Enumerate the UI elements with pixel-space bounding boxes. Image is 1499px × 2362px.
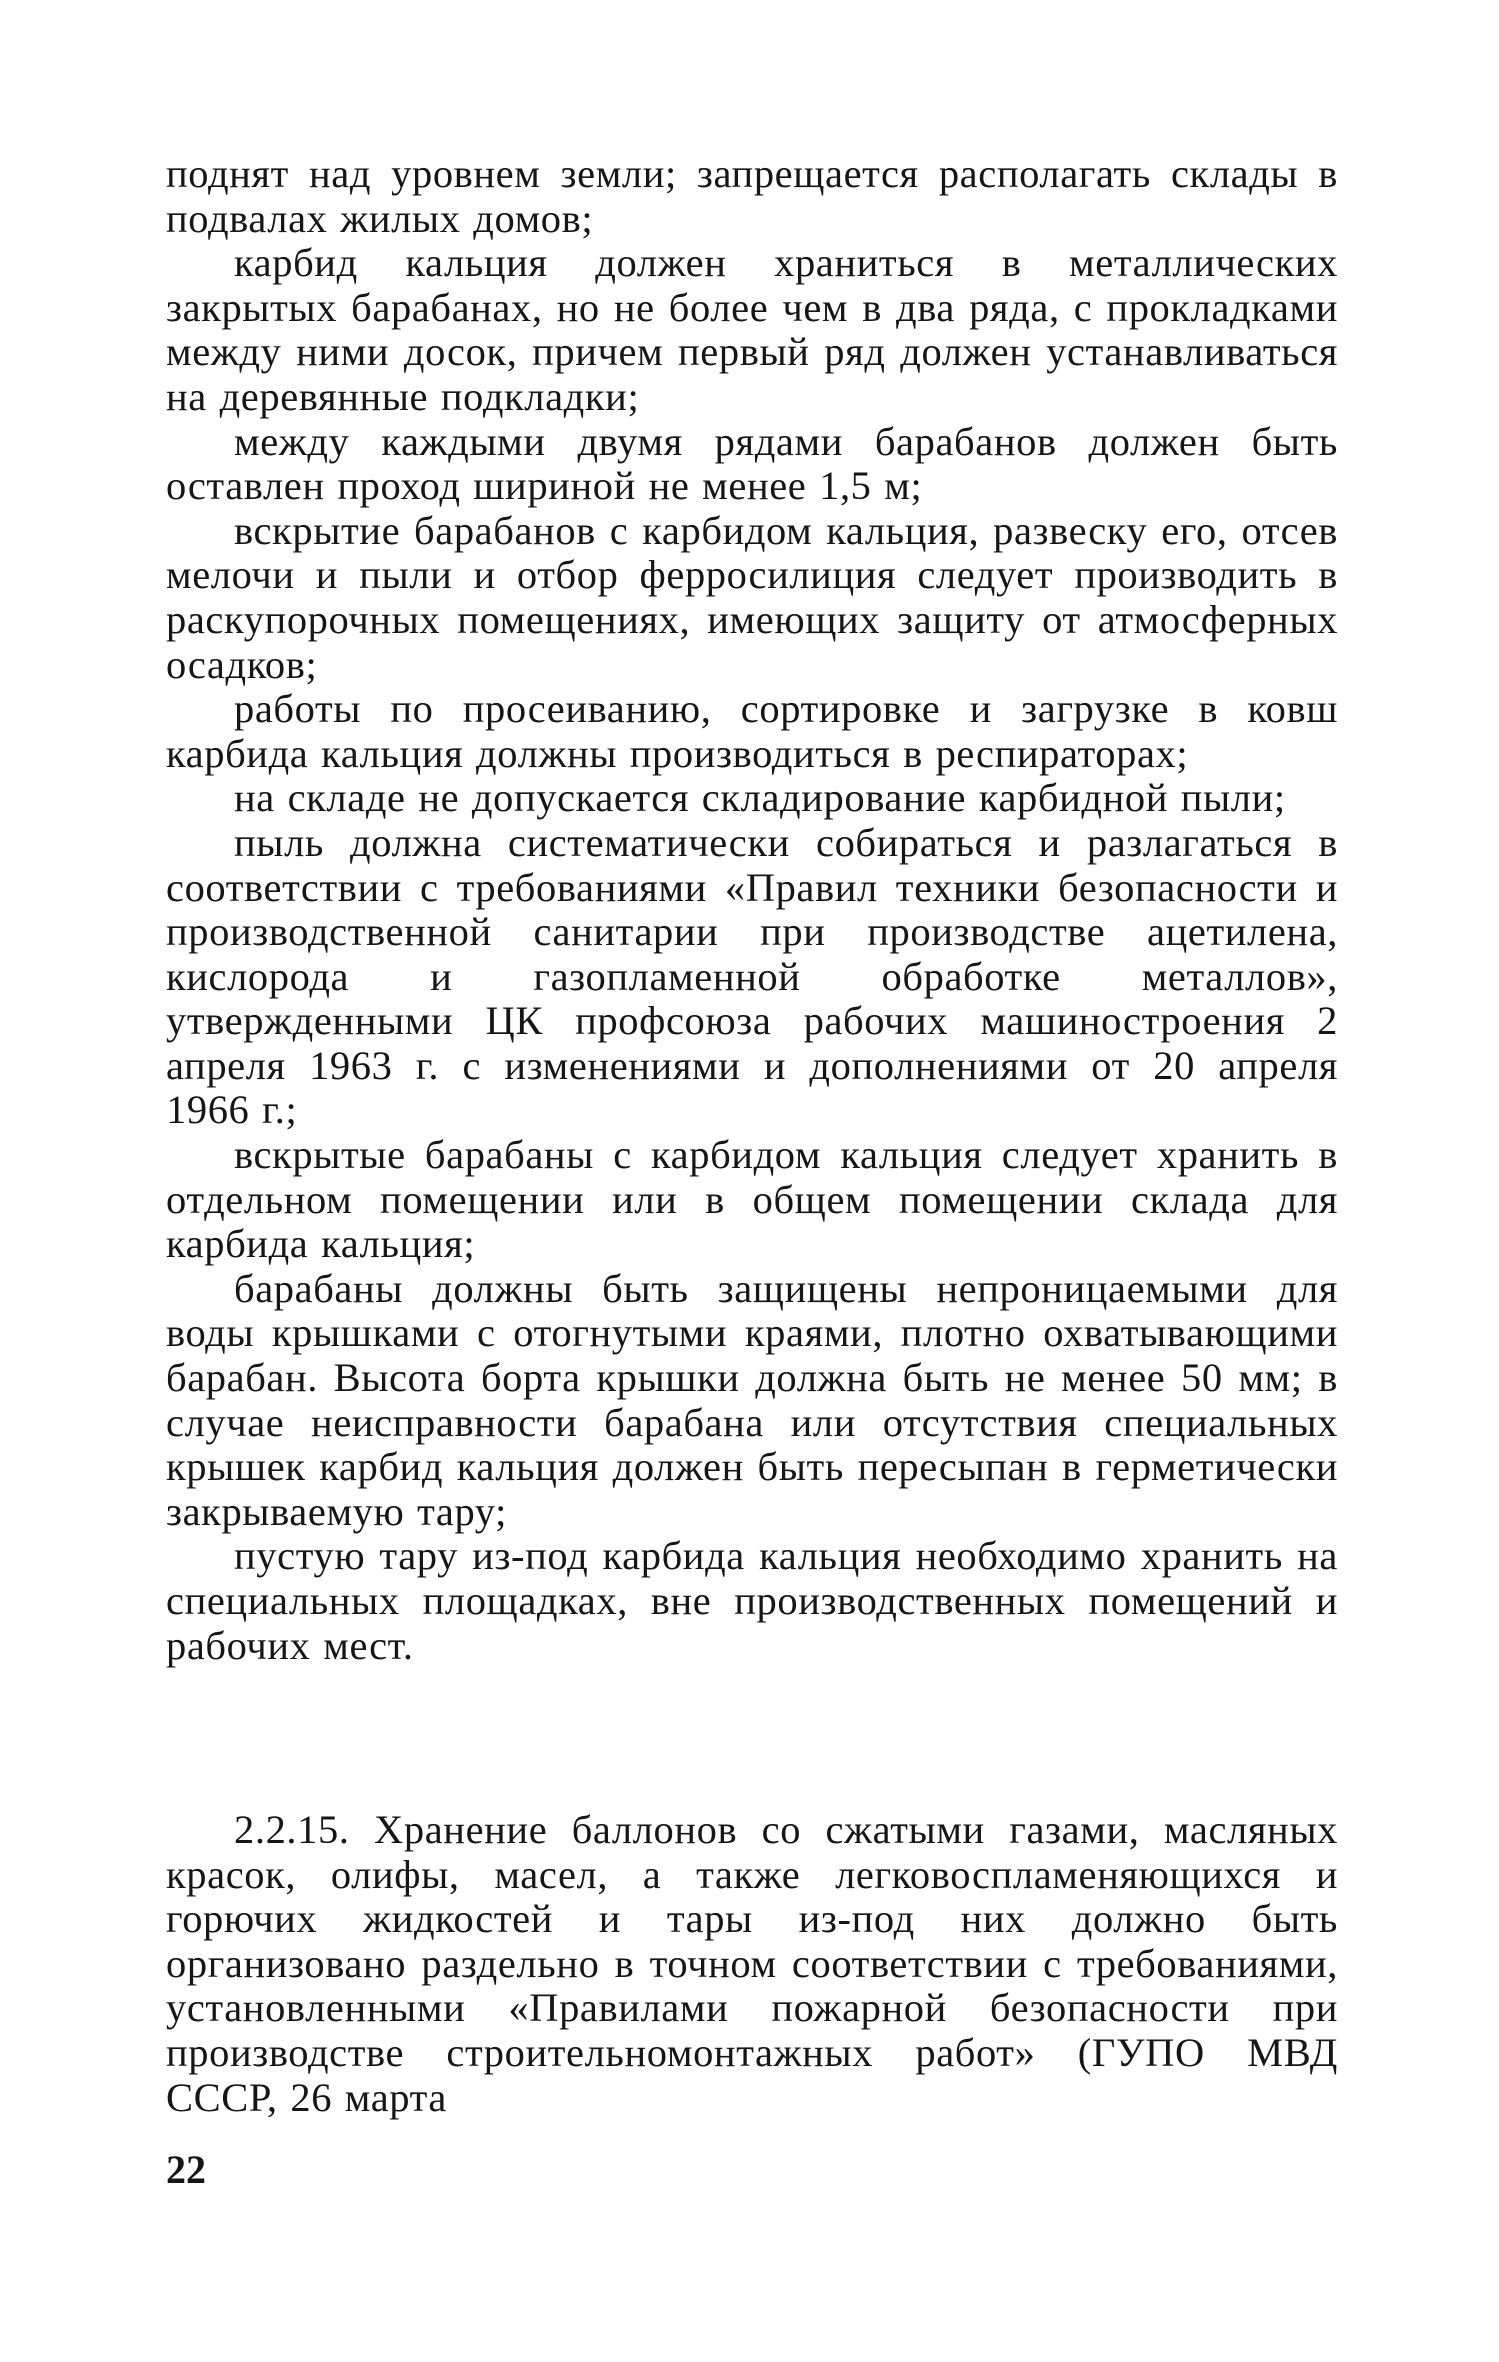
section-text-block [166, 1808, 1338, 2120]
paragraph-respirators: работы по просеиванию, сортировке и загрузке в ковш карбида кальция должны производиться в респираторах; [166, 686, 1338, 776]
paragraph-dust-decomposition: пыль должна систематически собираться и разлагаться в соответствии с требованиями «Правил техники безопасности и производственной санитарии при производстве ацетилена, кислорода и газопламенной обработке металлов», утвержденными ЦК профсоюза рабочих машиностроения 2 апреля 1963 г. с изменениями и дополнениями от 20 апреля 1966 г.; [166, 819, 1338, 1133]
paragraph-passage-width: между каждыми двумя рядами барабанов должен быть оставлен проход шириной не менее 1,5 м; [166, 418, 1338, 509]
paragraph-drum-lids: барабаны должны быть защищены непроницаемыми для воды крышками с отогнутыми краями, плотно охватывающими барабан. Высота борта крышки должна быть не менее 50 мм; в случае неисправности барабана или отсутствия специальных крышек карбид кальция должен быть пересыпан в герметически закрываемую тару; [166, 1265, 1338, 1534]
page-number: 22 [166, 2147, 206, 2192]
paragraph-drum-opening: вскрытие барабанов с карбидом кальция, развеску его, отсев мелочи и пыли и отбор ферросилиция следует производить в раскупорочных помещениях, имеющих защиту от атмосферных осадков; [166, 507, 1338, 687]
paragraph-opened-drums: вскрытые барабаны с карбидом кальция следует хранить в отдельном помещении или в общем помещении склада для карбида кальция; [166, 1132, 1338, 1267]
paragraph-calcium-carbide-storage: карбид кальция должен храниться в металлических закрытых барабанах, но не более чем в два ряда, с прокладками между ними досок, причем первый ряд должен устанавливаться на деревянные подкладки; [166, 240, 1338, 419]
paragraph-empty-containers: пустую тару из-под карбида кальция необходимо хранить на специальных площадках, вне производственных помещений и рабочих мест. [166, 1533, 1338, 1668]
paragraph-dust-storage: на складе не допускается складирование карбидной пыли; [234, 775, 1286, 821]
paragraph-continuation: поднят над уровнем земли; запрещается располагать склады в подвалах жилых домов; [166, 151, 1338, 241]
section-2-2-15: 2.2.15. Хранение баллонов со сжатыми газами, масляных красок, олифы, масел, а также легковоспламеняющихся и горючих жидкостей и тары из-под них должно быть организовано раздельно в точном соответствии с требованиями, установленными «Правилами пожарной безопасности при производстве строительномонтажных работ» (ГУПО МВД СССР, 26 марта [166, 1807, 1338, 2120]
main-text-block [166, 152, 1338, 1668]
